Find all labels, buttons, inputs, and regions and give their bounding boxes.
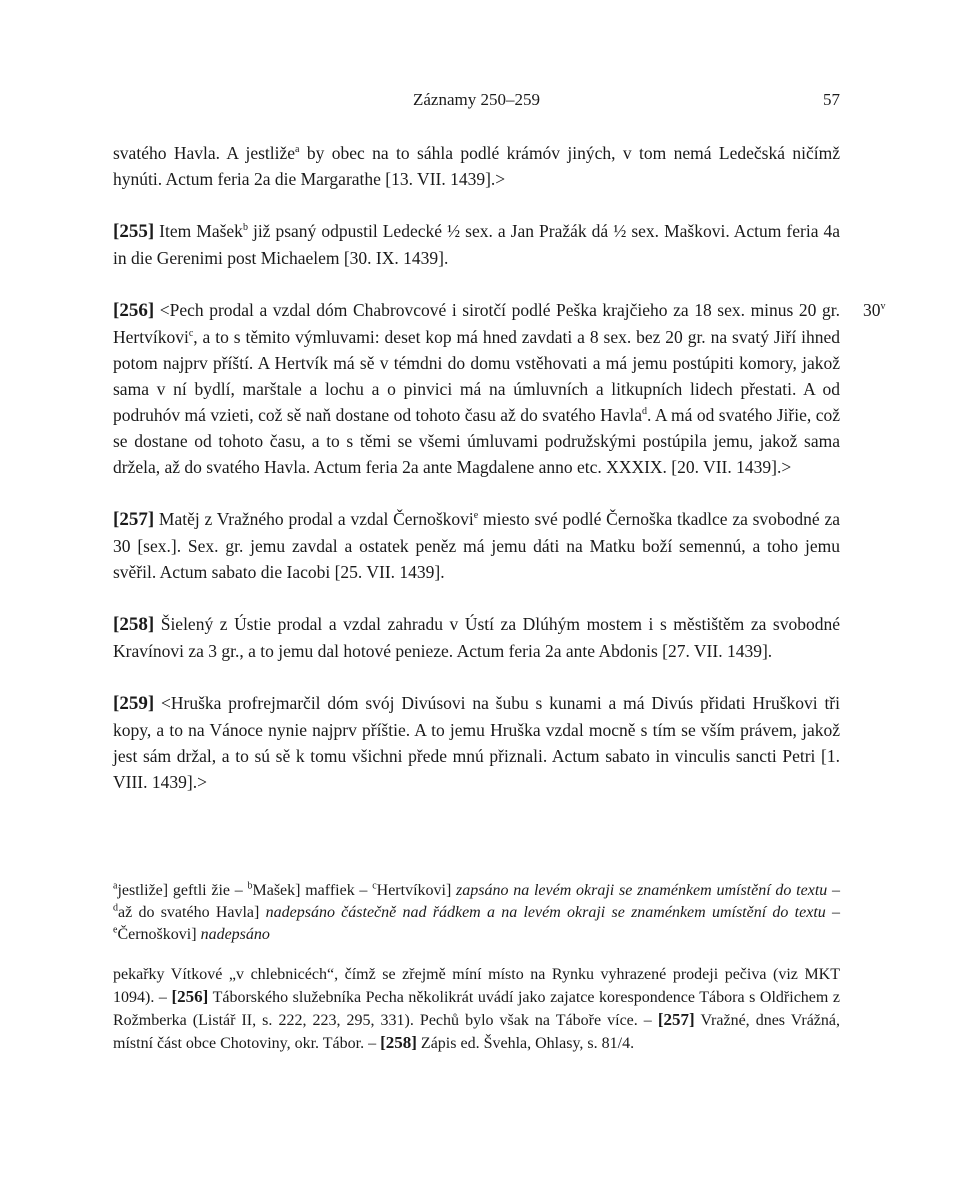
running-title: Záznamy 250–259: [413, 90, 540, 109]
commentary-text: Táborského služebníka Pecha několikrát uvádí jako zajatce korespondence Tábora s Oldřichem z Rožmberka (Listář II, s. 222, 223, 295, 331). Pechů bylo však na Táboře více. –: [113, 989, 841, 1029]
folio-number: 30: [863, 300, 881, 320]
apparatus-text: Černoškovi]: [117, 926, 201, 943]
entry-text: , a to s těmito výmluvami: deset kop má hned zavdati a 8 sex. bez 20 gr. na svatý Jiří ihned potom najprv příští. A Hertvík má sě v témdni do domu vstěhovati a má jemu postúpiti komory, jakož sama v ní bydlí, marštale a lochu a o pinvici má na úmluvních a litkupních lidech přestati. A od podruhóv má vzieti, což sě naň dostane od tohoto času až do svatého Havla: [113, 327, 840, 425]
apparatus-text: až do svatého Havla]: [118, 904, 266, 921]
page-number: 57: [823, 90, 840, 109]
edition-text: [113, 140, 886, 821]
entry-number-257: [257]: [113, 509, 155, 530]
commentary-text: Vražné, dnes Vrážná, místní část obce Chotoviny, okr. Tábor. –: [113, 1012, 841, 1052]
entry-256: [113, 297, 886, 480]
footnote-mark-e: e: [473, 510, 479, 522]
entry-text: . A má od svatého Jiřie, což se dostane od tohoto času, a to s těmi se všemi úmluvami podružskými postúpila jemu, jakož sama držela, až do svatého Havla. Actum feria 2a ante Magdalene anno etc. XXXIX. [20. VII. 1439].>: [113, 405, 840, 477]
apparatus-note: nadepsáno částečně nad řádkem a na levém okraji se znaménkem umístění do textu: [265, 904, 826, 921]
apparatus-mark-b: b: [247, 880, 253, 892]
entry-continuation: [113, 140, 840, 192]
entry-text: <Pech prodal a vzdal dóm Chabrovcové i sirotčí podlé Peška krajčieho za 18 sex. minus 20 gr. Hertvíkovi: [113, 300, 840, 347]
apparatus-mark-d: d: [113, 902, 118, 914]
apparatus-note: zapsáno na levém okraji se znaménkem umístění do textu: [456, 882, 828, 899]
folio-margin-note: [863, 297, 886, 323]
commentary-ref-257: [257]: [657, 1010, 695, 1029]
commentary-text: Zápis ed. Švehla, Ohlasy, s. 81/4.: [416, 1035, 635, 1052]
apparatus-mark-c: c: [372, 880, 377, 892]
apparatus-note: nadepsáno: [200, 926, 270, 943]
commentary-notes: [113, 964, 840, 1055]
entry-text: již psaný odpustil Ledecké ½ sex. a Jan Pražák dá ½ sex. Maškovi. Actum feria 4a in die Gerenimi post Michaelem [30. IX. 1439].: [113, 221, 840, 268]
footnote-mark-c: c: [188, 328, 194, 340]
entry-text: Item Mašek: [154, 221, 243, 241]
entry-text: Šielený z Ústie prodal a vzdal zahradu v Ústí za Dlúhým mostem i s městištěm za svobodné Kravínovi za 3 gr., a to jemu dal hotové penieze. Actum feria 2a ante Abdonis [27. VII. 1439].: [113, 614, 840, 661]
apparatus-text: Hertvíkovi]: [376, 882, 457, 899]
commentary-text: pekařky Vítkové „v chlebnicéch“, čímž se zřejmě míní místo na Rynku vyhrazené prodeji pečiva (viz MKT 1094). –: [113, 966, 840, 1006]
apparatus-separator: –: [827, 882, 841, 899]
entry-text: svatého Havla. A jestliže: [113, 143, 296, 163]
entry-257: [113, 506, 840, 585]
entry-number-258: [258]: [113, 614, 155, 635]
entry-text: <Hruška profrejmarčil dóm svój Divúsovi na šubu s kunami a má Divús přidati Hruškovi tři kopy, a to na Vánoce nynie najprv příštie. A to jemu Hruška vzdal mocně s tím se vším právem, jakož jest sám držal, a to sú sě k tomu všichni přede mnú přiznali. Actum sabato in vinculis sancti Petri [1. VIII. 1439].>: [113, 693, 840, 792]
apparatus-mark-a: a: [113, 880, 118, 892]
folio-side: v: [880, 301, 886, 313]
apparatus-text: jestliže] geftli žie –: [117, 882, 248, 899]
entry-number-256: [256]: [113, 300, 155, 321]
footnote-mark-a: a: [295, 144, 300, 156]
apparatus-text: Mašek] maffiek –: [252, 882, 373, 899]
entry-255: [113, 218, 840, 271]
footnote-mark-b: b: [242, 222, 248, 234]
running-head: [113, 90, 840, 114]
entry-259: [113, 690, 840, 795]
entry-number-255: [255]: [113, 221, 155, 242]
apparatus-separator: –: [825, 904, 841, 921]
apparatus-mark-e: e: [113, 924, 118, 936]
entry-number-259: [259]: [113, 693, 155, 714]
entry-258: [113, 611, 840, 664]
footnote-mark-d: d: [641, 406, 647, 418]
entry-text: miesto své podlé Černoška tkadlce za svobodné za 30 [sex.]. Sex. gr. jemu zavdal a ostatek peněz má jemu dáti na Matku boží semennú, a toho jemu svěřil. Actum sabato die Iacobi [25. VII. 1439].: [113, 509, 840, 582]
textual-apparatus: [113, 880, 840, 946]
entry-text: Matěj z Vražného prodal a vzdal Černoškovi: [154, 509, 474, 529]
commentary-ref-256: [256]: [171, 987, 209, 1006]
entry-text: by obec na to sáhla podlé krámóv jiných, v tom nemá Ledečská ničímž hynúti. Actum feria 2a die Margarathe [13. VII. 1439].>: [113, 143, 840, 189]
commentary-ref-258: [258]: [380, 1033, 417, 1052]
